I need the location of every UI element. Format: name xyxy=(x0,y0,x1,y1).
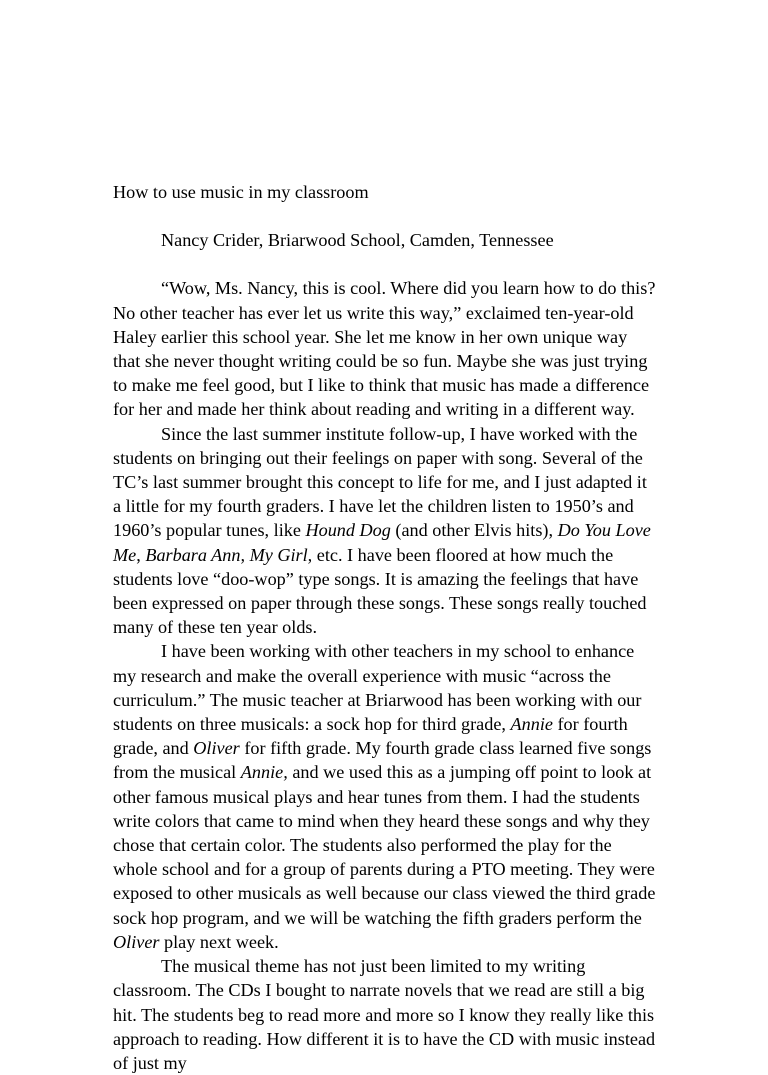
musical-title-annie-2: Annie, xyxy=(240,762,288,783)
paragraph-3-text-e: play next week. xyxy=(159,931,279,952)
paragraph-4: The musical theme has not just been limited to my writing classroom. The CDs I bought to narrate novels that we read are still a big hit. The students beg to read more and more so I know they really like this approach to reading. How different it is to have the CD with music instead of just my xyxy=(113,956,656,1073)
paragraph-3-text-c: for fifth grade. My fourth grade class learned five songs from the musical xyxy=(113,738,652,783)
document-title: How to use music in my classroom xyxy=(113,182,369,202)
musical-title-oliver-2: Oliver xyxy=(113,931,160,952)
document-page xyxy=(113,180,657,1075)
song-titles-barbara-ann-my-girl: Barbara Ann, My Girl, xyxy=(145,544,313,565)
song-title-do-you-love-me: Do You Love Me xyxy=(113,520,651,565)
document-body xyxy=(113,276,657,1075)
paragraph-2-text-b: (and other Elvis hits), xyxy=(390,520,558,541)
paragraph-2-text-d: etc. I have been floored at how much the students love “doo-wop” type songs. It is amazing the feelings that have been expressed on paper through these songs. These songs really touched many of these ten year olds. xyxy=(113,544,647,638)
paragraph-2-text-a: Since the last summer institute follow-up, I have worked with the students on bringing out their feelings on paper with song. Several of the TC’s last summer brought this concept to life for me, and I just adapted it a little for my fourth graders. I have let the children listen to 1950’s and 1960’s popular tunes, like xyxy=(113,423,647,541)
paragraph-2-text-c: , xyxy=(136,544,146,565)
author-byline: Nancy Crider, Briarwood School, Camden, Tennessee xyxy=(161,230,554,251)
paragraph-2 xyxy=(113,422,657,640)
paragraph-3-text-a: I have been working with other teachers in my school to enhance my research and make the overall experience with music “across the curriculum.” The music teacher at Briarwood has been working with our students on three musicals: a sock hop for third grade, xyxy=(113,641,642,735)
paragraph-3-text-d: and we used this as a jumping off point to look at other famous musical plays and hear tunes from them. I had the students write colors that came to mind when they heard these songs and why they chose that certain color. The students also performed the play for the whole school and for a group of parents during a PTO meeting. They were exposed to other musicals as well because our class viewed the third grade sock hop program, and we will be watching the fifth graders perform the xyxy=(113,762,656,928)
musical-title-oliver: Oliver xyxy=(193,738,240,759)
paragraph-3-text-b: for fourth grade, and xyxy=(113,714,628,759)
musical-title-annie: Annie xyxy=(510,714,553,735)
paragraph-1: “Wow, Ms. Nancy, this is cool. Where did you learn how to do this? No other teacher has ever let us write this way,” exclaimed ten-year-old Haley earlier this school year. She let me know in her own unique way that she never thought writing could be so fun. Maybe she was just trying to make me feel good, but I like to think that music has made a difference for her and made her think about reading and writing in a different way. xyxy=(113,278,656,420)
paragraph-3 xyxy=(113,639,657,954)
song-title-hound-dog: Hound Dog xyxy=(305,520,391,541)
